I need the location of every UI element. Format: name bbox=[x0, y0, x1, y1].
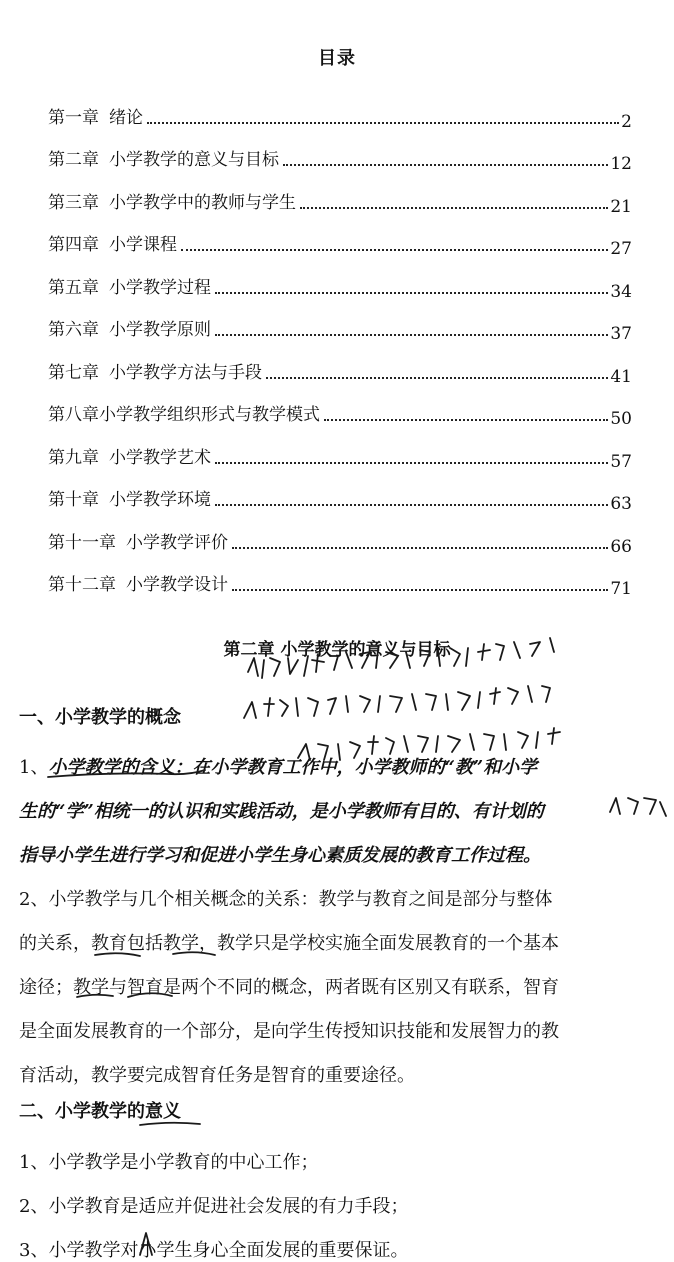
toc-title: 目录 bbox=[318, 48, 356, 69]
toc-entry bbox=[48, 424, 632, 472]
toc-entry bbox=[48, 339, 632, 387]
toc-page-number: 66 bbox=[610, 536, 632, 557]
toc-page-number: 27 bbox=[610, 239, 632, 259]
toc-page-number: 50 bbox=[610, 409, 632, 429]
toc-page-number: 57 bbox=[610, 451, 632, 472]
toc-page-number: 2 bbox=[621, 111, 632, 132]
toc-leader-dots bbox=[147, 121, 619, 124]
table-of-contents bbox=[48, 84, 632, 599]
section-heading-significance: 二、小学教学的意义 bbox=[19, 1101, 181, 1122]
toc-chapter: 第九章 bbox=[48, 447, 99, 468]
definition-term: 小学教学的含义 bbox=[48, 757, 175, 778]
toc-chapter: 第八章 bbox=[48, 405, 99, 425]
toc-chapter: 第一章 bbox=[48, 107, 99, 128]
toc-entry bbox=[48, 467, 632, 514]
toc-page-number: 37 bbox=[610, 324, 632, 344]
toc-title-text: 小学教学组织形式与教学模式 bbox=[99, 405, 320, 425]
list-item: 2、小学教育是适应并促进社会发展的有力手段； bbox=[19, 1196, 409, 1217]
toc-page-number: 71 bbox=[610, 579, 632, 599]
toc-entry bbox=[48, 212, 632, 259]
toc-leader-dots bbox=[232, 546, 608, 549]
section-heading-concept: 一、小学教学的概念 bbox=[19, 707, 181, 728]
chapter-heading: 第二章 小学教学的意义与目标 bbox=[223, 640, 451, 660]
toc-chapter: 第五章 bbox=[48, 277, 99, 298]
toc-leader-dots bbox=[232, 588, 608, 591]
paragraph-line: 途径；教学与智育是两个不同的概念，两者既有区别又有联系，智育 bbox=[19, 977, 559, 998]
toc-entry bbox=[48, 84, 632, 132]
toc-entry bbox=[48, 254, 632, 302]
toc-title-text: 小学教学中的教师与学生 bbox=[109, 192, 296, 213]
toc-leader-dots bbox=[324, 418, 608, 421]
toc-title-text: 小学教学环境 bbox=[109, 490, 211, 510]
definition-text: ：在小学教育工作中，小学教师的“教”和小学 bbox=[174, 757, 538, 778]
toc-chapter: 第十一章 bbox=[48, 532, 116, 553]
toc-chapter: 第六章 bbox=[48, 320, 99, 340]
paragraph-line: 是全面发展教育的一个部分，是向学生传授知识技能和发展智力的教 bbox=[19, 1021, 559, 1042]
toc-page-number: 12 bbox=[610, 154, 632, 174]
underline-yiyi bbox=[140, 1123, 200, 1125]
list-item: 1、小学教学是小学教育的中心工作； bbox=[19, 1152, 319, 1173]
toc-leader-dots bbox=[300, 206, 608, 209]
toc-leader-dots bbox=[215, 291, 608, 294]
toc-leader-dots bbox=[215, 333, 608, 336]
toc-title-text: 绪论 bbox=[109, 107, 143, 128]
toc-chapter: 第四章 bbox=[48, 235, 99, 255]
toc-chapter: 第十二章 bbox=[48, 575, 116, 595]
toc-title-text: 小学教学过程 bbox=[109, 277, 211, 298]
toc-leader-dots bbox=[215, 461, 608, 464]
toc-entry bbox=[48, 127, 632, 174]
toc-chapter: 第七章 bbox=[48, 362, 99, 383]
toc-entry bbox=[48, 297, 632, 344]
toc-title-text: 小学教学设计 bbox=[126, 575, 228, 595]
paragraph-line: 2、小学教学与几个相关概念的关系：教学与教育之间是部分与整体 bbox=[19, 889, 553, 910]
toc-page-number: 21 bbox=[610, 196, 632, 217]
toc-chapter: 第十章 bbox=[48, 490, 99, 510]
toc-page-number: 41 bbox=[610, 366, 632, 387]
toc-leader-dots bbox=[215, 503, 608, 506]
toc-title-text: 小学教学评价 bbox=[126, 532, 228, 553]
toc-entry bbox=[48, 509, 632, 557]
toc-entry bbox=[48, 552, 632, 599]
list-number: 1、 bbox=[19, 757, 49, 778]
handwritten-note-line-4 bbox=[610, 798, 666, 816]
toc-title-text: 小学教学的意义与目标 bbox=[109, 150, 279, 170]
toc-title-text: 小学教学方法与手段 bbox=[109, 362, 262, 383]
toc-leader-dots bbox=[181, 248, 608, 251]
toc-title-text: 小学课程 bbox=[109, 235, 177, 255]
paragraph-line: 育活动，教学要完成智育任务是智育的重要途径。 bbox=[19, 1065, 415, 1086]
paragraph-line bbox=[19, 753, 537, 779]
toc-chapter: 第二章 bbox=[48, 150, 99, 170]
paragraph-line: 生的“学”相统一的认识和实践活动，是小学教师有目的、有计划的 bbox=[19, 801, 544, 822]
toc-title-text: 小学教学原则 bbox=[109, 320, 211, 340]
toc-chapter: 第三章 bbox=[48, 192, 99, 213]
toc-leader-dots bbox=[283, 163, 608, 166]
toc-page-number: 63 bbox=[610, 494, 632, 514]
toc-entry bbox=[48, 382, 632, 429]
toc-entry bbox=[48, 169, 632, 217]
toc-title-text: 小学教学艺术 bbox=[109, 447, 211, 468]
paragraph-line: 指导小学生进行学习和促进小学生身心素质发展的教育工作过程。 bbox=[19, 845, 541, 866]
toc-leader-dots bbox=[266, 376, 608, 379]
toc-page-number: 34 bbox=[610, 281, 632, 302]
paragraph-line: 的关系，教育包括教学，教学只是学校实施全面发展教育的一个基本 bbox=[19, 933, 559, 954]
list-item: 3、小学教学对小学生身心全面发展的重要保证。 bbox=[19, 1240, 409, 1261]
